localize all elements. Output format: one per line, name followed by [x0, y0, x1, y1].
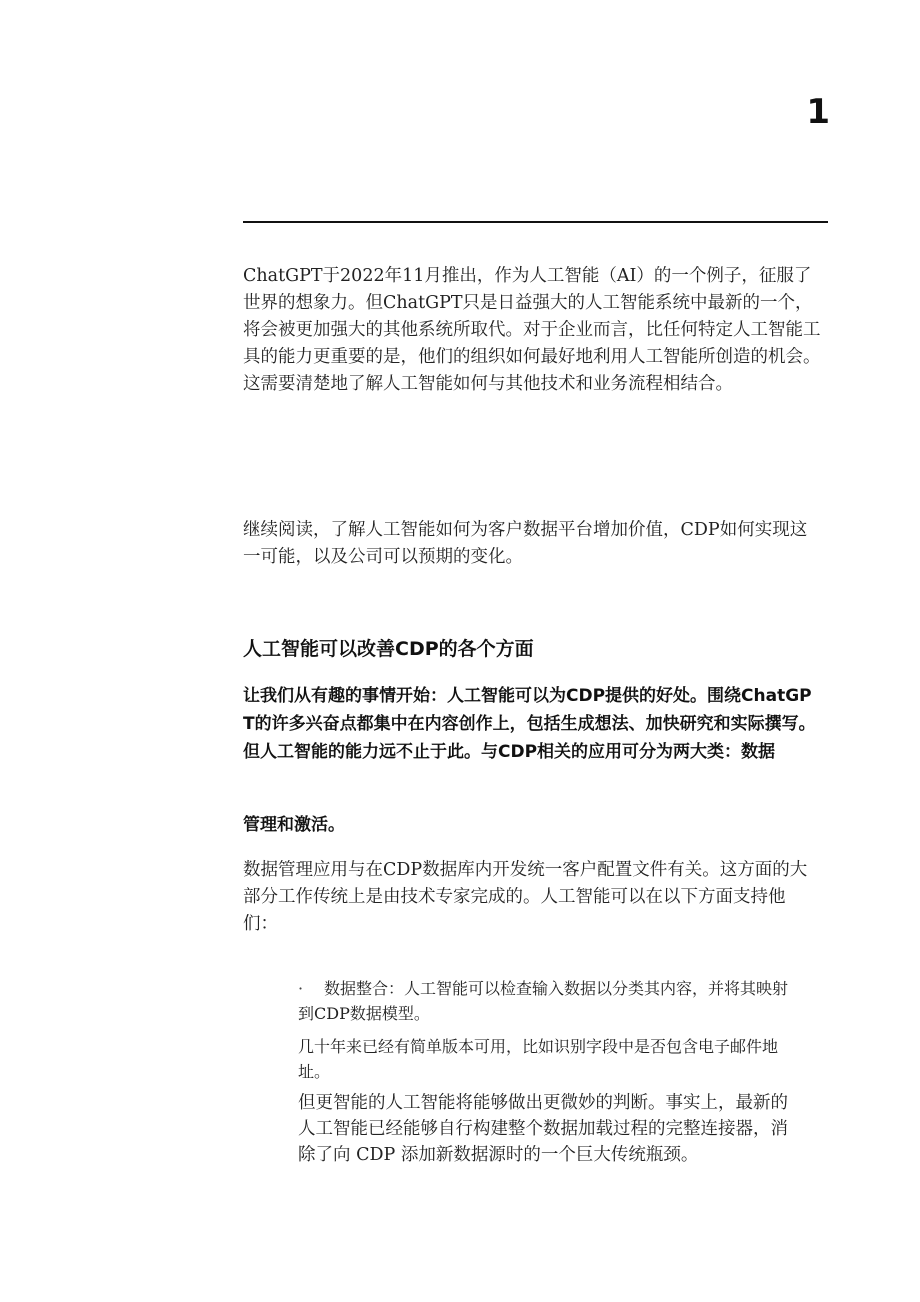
continue-reading-paragraph: 继续阅读，了解人工智能如何为客户数据平台增加价值，CDP如何实现这一可能，以及公司可以预期的变化。	[243, 520, 808, 567]
list-item	[298, 976, 798, 1168]
list-item-note: 几十年来已经有简单版本可用，比如识别字段中是否包含电子邮件地址。	[298, 1037, 779, 1081]
bold-intro-paragraph: 让我们从有趣的事情开始：人工智能可以为CDP提供的好处。围绕ChatGPT的许多兴奋点都集中在内容创作上，包括生成想法、加快研究和实际撰写。但人工智能的能力远不止于此。与CDP相关的应用可分为两大类：数据	[243, 686, 816, 762]
list-item-text: 数据整合：人工智能可以检查输入数据以分类其内容，并将其映射到CDP数据模型。	[298, 979, 789, 1023]
bold-continuation-paragraph: 管理和激活。	[243, 815, 345, 835]
header-divider	[243, 221, 828, 223]
section-heading: 人工智能可以改善CDP的各个方面	[243, 638, 534, 660]
list-item-detail: 但更智能的人工智能将能够做出更微妙的判断。事实上，最新的人工智能已经能够自行构建整个数据加载过程的完整连接器，消除了向 CDP 添加新数据源时的一个巨大传统瓶颈。	[298, 1093, 788, 1165]
data-management-paragraph: 数据管理应用与在CDP数据库内开发统一客户配置文件有关。这方面的大部分工作传统上是由技术专家完成的。人工智能可以在以下方面支持他们：	[243, 860, 808, 934]
intro-paragraph: ChatGPT于2022年11月推出，作为人工智能（AI）的一个例子，征服了世界的想象力。但ChatGPT只是日益强大的人工智能系统中最新的一个，将会被更加强大的其他系统所取代。对于企业而言，比任何特定人工智能工具的能力更重要的是，他们的组织如何最好地利用人工智能所创造的机会。这需要清楚地了解人工智能如何与其他技术和业务流程相结合。	[243, 266, 821, 394]
bullet-icon: ·	[298, 979, 304, 998]
page-number: 1	[806, 92, 830, 132]
support-list	[298, 976, 798, 1168]
